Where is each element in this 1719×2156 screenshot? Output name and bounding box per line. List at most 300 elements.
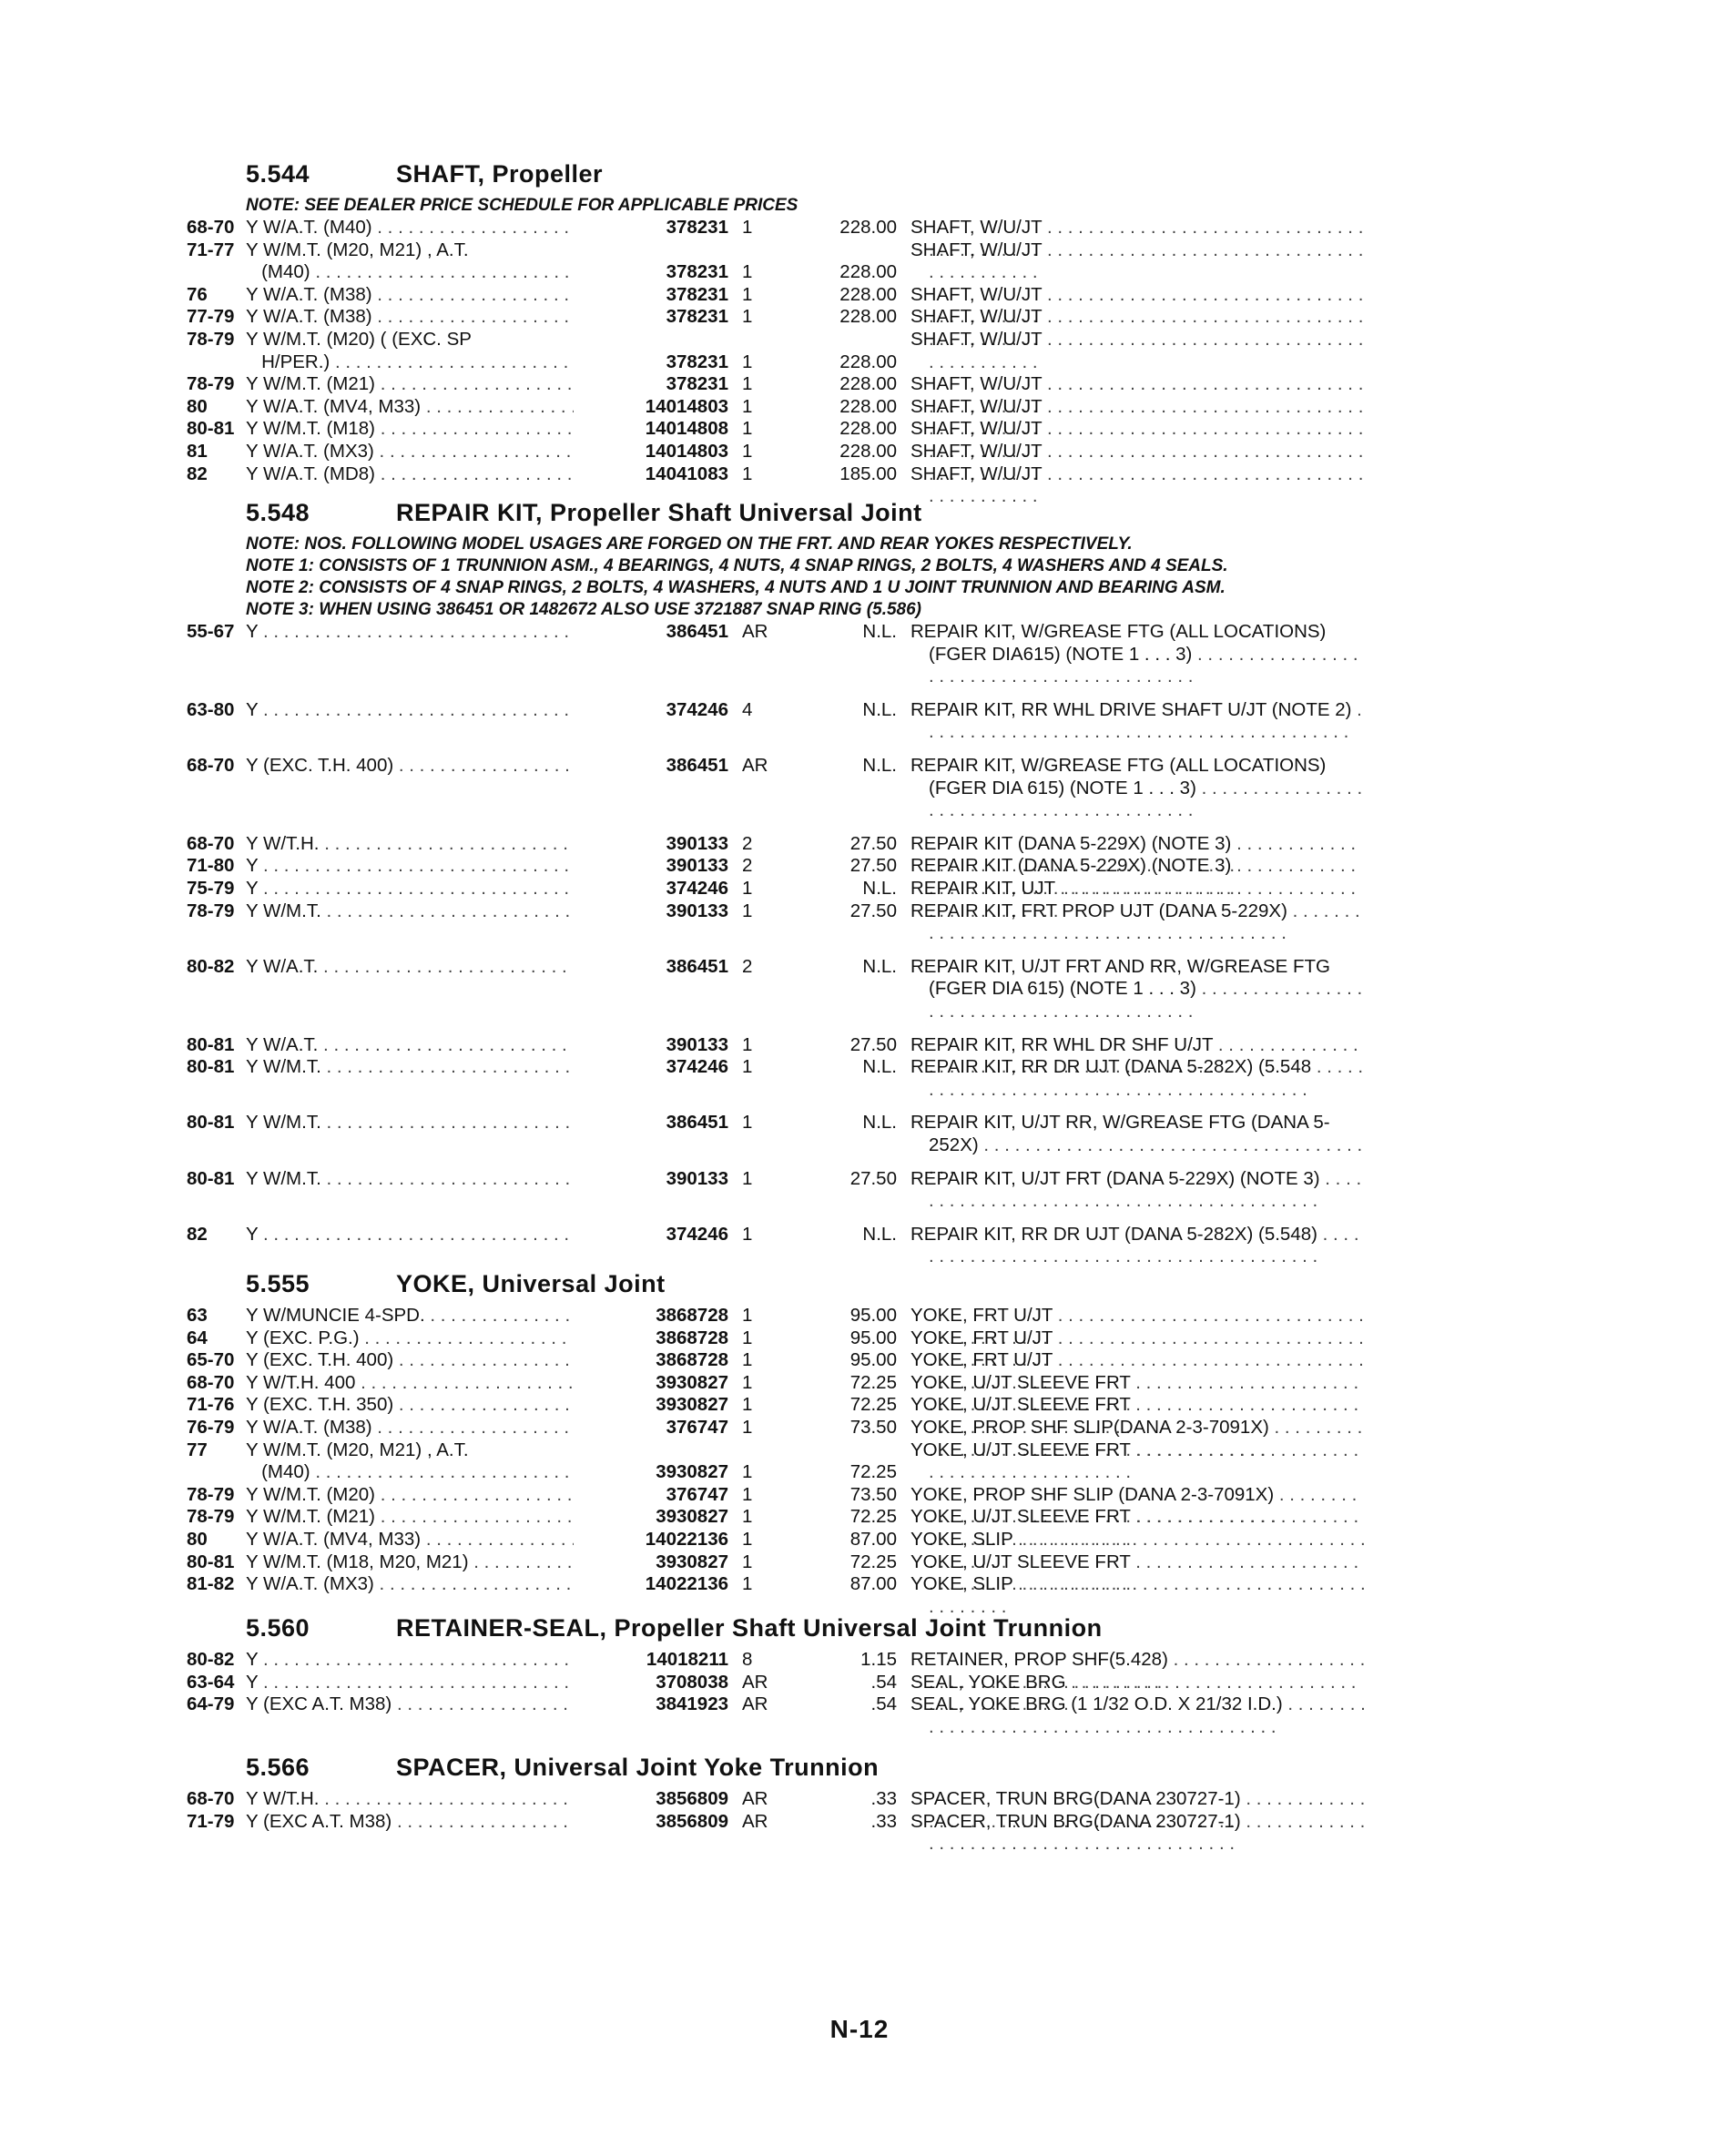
row-description: RETAINER, PROP SHF(5.428) . . . [910,1649,1366,1693]
row-model: Y W/A.T. (MV4, M33) . . . [246,1529,574,1551]
table-row [187,239,1370,284]
row-price: .33 [870,1810,897,1832]
table-row [187,1394,1370,1417]
row-part-number: 3930827 [656,1394,728,1416]
row-model: Y W/T.H. 400 . . . [246,1372,574,1395]
row-quantity: 1 [742,1033,753,1055]
row-part-number: 378231 [666,261,728,283]
row-description: REPAIR KIT, RR DR UJT (DANA 5-282X) (5.548) . . . [910,1224,1366,1268]
row-price: .54 [870,1671,897,1693]
row-quantity: 1 [742,261,753,283]
section-number: 5.555 [246,1270,310,1297]
table-row [187,1811,1370,1834]
row-year: 81-82 [187,1573,235,1595]
row-year: 80-81 [187,418,235,440]
row-description: YOKE, FRT U/JT . . . [910,1327,1366,1372]
section-5-544 [187,160,1370,485]
table-row [187,396,1370,419]
row-part-number: 3930827 [656,1551,728,1572]
section-number: 5.544 [246,160,310,188]
row-quantity: 1 [742,1416,753,1438]
row-quantity: 1 [742,1112,753,1134]
row-price: 1.15 [860,1649,897,1670]
row-model: Y W/A.T. (MV4, M33) . . . [246,396,574,419]
section-number: 5.548 [246,499,310,526]
row-part-number: 3868728 [656,1305,728,1326]
row-year: 82 [187,463,208,484]
row-quantity: 1 [742,1506,753,1528]
section-note: NOTE: SEE DEALER PRICE SCHEDULE FOR APPLICABLE PRICES [246,196,798,215]
row-price: N.L. [862,877,897,899]
row-model: Y W/A.T. (M38) . . . [246,306,574,329]
row-quantity: 1 [742,1223,753,1245]
row-model: Y W/A.T. . . . [246,956,574,979]
row-quantity: 1 [742,217,753,238]
row-description: SHAFT, W/U/JT . . . [910,217,1366,261]
row-price: 228.00 [839,283,897,305]
page-number: N-12 [829,2015,890,2043]
row-price: 228.00 [839,217,897,238]
row-description: SPACER, TRUN BRG(DANA 230727-1) . . . [910,1788,1366,1833]
row-price: 27.50 [849,1167,897,1189]
row-description: SHAFT, W/U/JT . . . [910,441,1366,485]
row-part-number: 378231 [666,283,728,305]
row-year: 78-79 [187,1483,235,1505]
section-note: NOTE 2: CONSISTS OF 4 SNAP RINGS, 2 BOLTS, 4 WASHERS, 4 NUTS AND 1 U JOINT TRUNNION AND BEARING ASM. [246,578,1226,597]
row-description: REPAIR KIT, RR DR UJT (DANA 5-282X) (5.548 . . . [910,1056,1366,1101]
row-description: SHAFT, W/U/JT . . . [910,306,1366,351]
parts-table [187,217,1370,485]
table-row [187,1529,1370,1551]
section-5-566 [187,1754,1370,1833]
row-price: 228.00 [839,261,897,283]
row-price: 73.50 [849,1483,897,1505]
table-row [187,373,1370,396]
row-model: Y W/M.T. (M20) . . . [246,1484,574,1507]
row-price: 72.25 [849,1461,897,1483]
row-price: N.L. [862,1223,897,1245]
table-row [187,855,1370,878]
row-quantity: 1 [742,283,753,305]
parts-table [187,1788,1370,1833]
row-description: YOKE, U/JT SLEEVE FRT . . . [910,1372,1366,1417]
row-quantity: 1 [742,373,753,395]
row-model: Y (EXC. T.H. 350) . . . [246,1394,574,1417]
row-price: N.L. [862,754,897,776]
row-year: 76 [187,283,208,305]
row-model: Y W/A.T. (MX3) . . . [246,1573,574,1596]
row-year: 68-70 [187,1788,235,1809]
row-price: 228.00 [839,351,897,372]
row-price: 72.25 [849,1371,897,1393]
section-5-555 [187,1270,1370,1596]
row-year: 71-79 [187,1810,235,1832]
row-part-number: 3868728 [656,1327,728,1348]
table-row [187,1506,1370,1529]
row-description: SHAFT, W/U/JT . . . [910,396,1366,441]
row-price: 87.00 [849,1528,897,1550]
row-quantity: 1 [742,351,753,372]
row-description: REPAIR KIT, UJT . . . [910,878,1366,922]
row-year: 82 [187,1223,208,1245]
table-row [187,1349,1370,1372]
row-quantity: 1 [742,418,753,440]
row-price: N.L. [862,621,897,642]
row-description: YOKE, U/JT SLEEVE FRT . . . [910,1506,1366,1551]
row-year: 71-80 [187,855,235,877]
table-row [187,1168,1370,1224]
table-row [187,1693,1370,1738]
section-number: 5.566 [246,1754,310,1781]
row-price: 228.00 [839,306,897,328]
row-price: 228.00 [839,373,897,395]
row-description: SPACER, TRUN BRG(DANA 230727-1) . . . [910,1811,1366,1856]
table-row [187,699,1370,755]
section-title: SHAFT, Propeller [396,160,604,188]
row-quantity: 1 [742,440,753,462]
row-model: Y . . . [246,1672,574,1694]
table-row [187,1672,1370,1694]
row-quantity: 1 [742,1551,753,1572]
row-model: Y W/M.T. . . . [246,1056,574,1079]
row-part-number: 376747 [666,1483,728,1505]
row-description: SHAFT, W/U/JT . . . [910,239,1366,284]
row-model: Y . . . [246,621,574,644]
row-part-number: 390133 [666,1167,728,1189]
table-row [187,1551,1370,1574]
row-description: YOKE, SLIP . . . [910,1529,1366,1573]
row-model: Y . . . [246,855,574,878]
row-part-number: 378231 [666,217,728,238]
table-row [187,1327,1370,1350]
row-year: 63-64 [187,1671,235,1693]
row-part-number: 3708038 [656,1671,728,1693]
row-model: Y . . . [246,1649,574,1672]
row-year: 78-79 [187,1506,235,1528]
row-year: 68-70 [187,832,235,854]
row-year: 77 [187,1439,208,1460]
row-part-number: 3856809 [656,1810,728,1832]
row-year: 80-81 [187,1551,235,1572]
row-quantity: AR [742,754,768,776]
row-quantity: AR [742,1671,768,1693]
row-model: Y W/A.T. (MX3) . . . [246,441,574,463]
row-year: 71-77 [187,239,235,260]
row-model: Y W/T.H. . . . [246,1788,574,1811]
row-description: YOKE, U/JT SLEEVE FRT . . . [910,1439,1366,1484]
row-year: 80-81 [187,1033,235,1055]
row-part-number: 14022136 [645,1573,728,1595]
table-row [187,1484,1370,1507]
section-5-560 [187,1614,1370,1738]
row-description: REPAIR KIT, RR WHL DRIVE SHAFT U/JT (NOTE 2) . . . [910,699,1366,744]
row-model: Y . . . [246,878,574,900]
row-year: 80-82 [187,1649,235,1670]
row-quantity: 1 [742,1573,753,1595]
row-price: N.L. [862,698,897,720]
parts-table [187,1649,1370,1738]
row-description: YOKE, FRT U/JT . . . [910,1305,1366,1349]
row-price: 72.25 [849,1394,897,1416]
row-price: 95.00 [849,1305,897,1326]
row-description: YOKE, FRT U/JT . . . [910,1349,1366,1394]
section-heading [187,1270,1370,1305]
row-part-number: 390133 [666,1033,728,1055]
row-model: Y W/A.T. (MD8) . . . [246,463,574,486]
row-quantity: 1 [742,306,753,328]
row-price: .54 [870,1693,897,1715]
row-description: SEAL, YOKE BRG (1 1/32 O.D. X 21/32 I.D.) . . . [910,1693,1366,1738]
row-part-number: 3841923 [656,1693,728,1715]
row-description: YOKE, U/JT SLEEVE FRT . . . [910,1551,1366,1596]
row-model: Y W/MUNCIE 4-SPD. . . . [246,1305,574,1327]
table-row [187,1573,1370,1596]
table-row [187,418,1370,441]
row-description: YOKE, U/JT SLEEVE FRT . . . [910,1394,1366,1439]
row-description: REPAIR KIT, W/GREASE FTG (ALL LOCATIONS) (FGER DIA615) (NOTE 1 . . . 3) . . . [910,621,1366,688]
row-quantity: AR [742,621,768,642]
row-year: 75-79 [187,877,235,899]
row-model: Y W/M.T. (M21) . . . [246,373,574,396]
row-model: Y W/M.T. (M20) ( (EXC. SP H/PER.) . . . [246,329,574,373]
row-year: 76-79 [187,1416,235,1438]
row-description: SHAFT, W/U/JT . . . [910,418,1366,463]
table-row [187,1649,1370,1672]
row-part-number: 374246 [666,1056,728,1078]
section-title: YOKE, Universal Joint [396,1270,666,1297]
table-row [187,755,1370,833]
row-year: 64-79 [187,1693,235,1715]
table-row [187,1372,1370,1395]
section-number: 5.560 [246,1614,310,1642]
row-quantity: 1 [742,1167,753,1189]
row-description: YOKE, SLIP . . . [910,1573,1366,1618]
table-row [187,621,1370,699]
row-part-number: 390133 [666,855,728,877]
row-year: 78-79 [187,328,235,350]
row-model: Y W/M.T. (M21) . . . [246,1506,574,1529]
table-row [187,1788,1370,1811]
row-description: YOKE, PROP SHF SLIP(DANA 2-3-7091X) . . . [910,1417,1366,1461]
row-year: 55-67 [187,621,235,642]
row-price: 73.50 [849,1416,897,1438]
row-quantity: 1 [742,1056,753,1078]
row-part-number: 378231 [666,373,728,395]
row-price: 72.25 [849,1551,897,1572]
row-model: Y W/M.T. (M18, M20, M21) . . . [246,1551,574,1574]
row-price: .33 [870,1788,897,1809]
row-price: N.L. [862,955,897,977]
row-part-number: 374246 [666,698,728,720]
row-price: 87.00 [849,1573,897,1595]
table-row [187,441,1370,463]
table-row [187,284,1370,307]
section-5-548 [187,499,1370,1279]
row-year: 63-80 [187,698,235,720]
row-part-number: 386451 [666,754,728,776]
row-model: Y W/M.T. (M18) . . . [246,418,574,441]
row-part-number: 386451 [666,621,728,642]
row-quantity: 1 [742,1327,753,1348]
row-quantity: 1 [742,395,753,417]
section-note: NOTE: NOS. FOLLOWING MODEL USAGES ARE FORGED ON THE FRT. AND REAR YOKES RESPECTIVELY. [246,534,1133,554]
row-part-number: 386451 [666,1112,728,1134]
row-year: 80-81 [187,1112,235,1134]
table-row [187,463,1370,486]
row-model: Y . . . [246,699,574,722]
row-year: 78-79 [187,373,235,395]
row-model: Y W/T.H. . . . [246,833,574,856]
row-year: 80 [187,1528,208,1550]
row-part-number: 14014803 [645,440,728,462]
row-quantity: 1 [742,1394,753,1416]
row-part-number: 386451 [666,955,728,977]
row-description: REPAIR KIT, W/GREASE FTG (ALL LOCATIONS) (FGER DIA 615) (NOTE 1 . . . 3) . . . [910,755,1366,822]
row-model: Y W/M.T. (M20, M21) , A.T. (M40) . . . [246,1439,574,1484]
row-quantity: 1 [742,1305,753,1326]
table-row [187,1439,1370,1484]
section-note: NOTE 1: CONSISTS OF 1 TRUNNION ASM., 4 BEARINGS, 4 NUTS, 4 SNAP RINGS, 2 BOLTS, 4 WASHERS AND 4 SEALS. [246,556,1228,575]
row-price: 95.00 [849,1349,897,1371]
table-row [187,1034,1370,1057]
row-model: Y W/A.T. . . . [246,1034,574,1057]
row-part-number: 3856809 [656,1788,728,1809]
row-part-number: 390133 [666,832,728,854]
row-model: Y W/M.T. . . . [246,900,574,923]
row-part-number: 14014808 [645,418,728,440]
row-quantity: 1 [742,1461,753,1483]
row-part-number: 3868728 [656,1349,728,1371]
row-year: 68-70 [187,217,235,238]
row-part-number: 14014803 [645,395,728,417]
row-quantity: AR [742,1788,768,1809]
row-year: 80 [187,395,208,417]
row-price: 228.00 [839,395,897,417]
table-row [187,1417,1370,1439]
row-quantity: 1 [742,877,753,899]
row-quantity: 1 [742,463,753,484]
row-quantity: AR [742,1810,768,1832]
row-part-number: 378231 [666,306,728,328]
row-part-number: 374246 [666,1223,728,1245]
row-price: 185.00 [839,463,897,484]
row-model: Y W/A.T. (M38) . . . [246,1417,574,1439]
row-price: 72.25 [849,1506,897,1528]
row-quantity: 1 [742,1483,753,1505]
row-year: 68-70 [187,754,235,776]
row-quantity: 2 [742,832,753,854]
row-quantity: 2 [742,955,753,977]
row-description: SEAL, YOKE BRG . . . [910,1672,1366,1716]
section-heading [187,499,1370,534]
row-model: Y W/A.T. (M40) . . . [246,217,574,239]
row-part-number: 378231 [666,351,728,372]
row-part-number: 374246 [666,877,728,899]
section-title: SPACER, Universal Joint Yoke Trunnion [396,1754,880,1781]
row-model: Y (EXC. T.H. 400) . . . [246,755,574,778]
row-model: Y W/A.T. (M38) . . . [246,284,574,307]
row-year: 80-81 [187,1056,235,1078]
row-model: Y (EXC. P.G.) . . . [246,1327,574,1350]
table-row [187,900,1370,956]
table-row [187,329,1370,373]
section-note: NOTE 3: WHEN USING 386451 OR 1482672 ALSO USE 3721887 SNAP RING (5.586) [246,600,922,619]
row-price: 228.00 [839,440,897,462]
row-year: 77-79 [187,306,235,328]
row-model: Y . . . [246,1224,574,1246]
row-quantity: AR [742,1693,768,1715]
section-heading [187,1614,1370,1649]
row-description: REPAIR KIT, RR WHL DR SHF U/JT . . . [910,1034,1366,1079]
row-price: 27.50 [849,900,897,921]
table-row [187,1305,1370,1327]
row-part-number: 376747 [666,1416,728,1438]
row-part-number: 14018211 [646,1649,728,1670]
row-year: 81 [187,440,208,462]
row-part-number: 14022136 [645,1528,728,1550]
section-title: REPAIR KIT, Propeller Shaft Universal Joint [396,499,922,526]
row-model: Y W/M.T. . . . [246,1112,574,1134]
row-year: 80-82 [187,955,235,977]
row-quantity: 4 [742,698,753,720]
row-year: 63 [187,1305,208,1326]
row-price: N.L. [862,1112,897,1134]
row-quantity: 1 [742,1528,753,1550]
row-description: SHAFT, W/U/JT . . . [910,373,1366,418]
row-part-number: 390133 [666,900,728,921]
row-quantity: 1 [742,1349,753,1371]
row-part-number: 3930827 [656,1371,728,1393]
row-description: REPAIR KIT, FRT PROP UJT (DANA 5-229X) . . . [910,900,1366,945]
table-row [187,833,1370,856]
row-year: 64 [187,1327,208,1348]
row-description: SHAFT, W/U/JT . . . [910,463,1366,508]
table-row [187,878,1370,900]
row-year: 68-70 [187,1371,235,1393]
row-price: 27.50 [849,855,897,877]
parts-table [187,1305,1370,1596]
row-description: SHAFT, W/U/JT . . . [910,329,1366,373]
row-year: 78-79 [187,900,235,921]
row-description: YOKE, PROP SHF SLIP (DANA 2-3-7091X) . . . [910,1484,1366,1529]
row-part-number: 3930827 [656,1506,728,1528]
row-description: REPAIR KIT (DANA 5-229X) (NOTE 3) . . . [910,833,1366,878]
row-part-number: 3930827 [656,1461,728,1483]
table-row [187,1056,1370,1112]
row-model: Y W/M.T. . . . [246,1168,574,1191]
row-description: REPAIR KIT (DANA 5-229X) (NOTE 3) . . . [910,855,1366,900]
table-row [187,1112,1370,1167]
section-heading [187,1754,1370,1788]
row-description: REPAIR KIT, U/JT FRT (DANA 5-229X) (NOTE 3) . . . [910,1168,1366,1213]
row-description: REPAIR KIT, U/JT RR, W/GREASE FTG (DANA 5-252X) . . . [910,1112,1366,1179]
table-row [187,306,1370,329]
table-row [187,956,1370,1034]
row-quantity: 1 [742,900,753,921]
row-part-number: 14041083 [645,463,728,484]
row-price: 27.50 [849,1033,897,1055]
row-model: Y (EXC A.T. M38) . . . [246,1811,574,1834]
table-row [187,217,1370,239]
section-heading [187,160,1370,195]
row-price: N.L. [862,1056,897,1078]
row-year: 80-81 [187,1167,235,1189]
row-model: Y (EXC A.T. M38) . . . [246,1693,574,1716]
row-quantity: 2 [742,855,753,877]
row-quantity: 8 [742,1649,753,1670]
row-price: 95.00 [849,1327,897,1348]
row-model: Y W/M.T. (M20, M21) , A.T. (M40) . . . [246,239,574,284]
